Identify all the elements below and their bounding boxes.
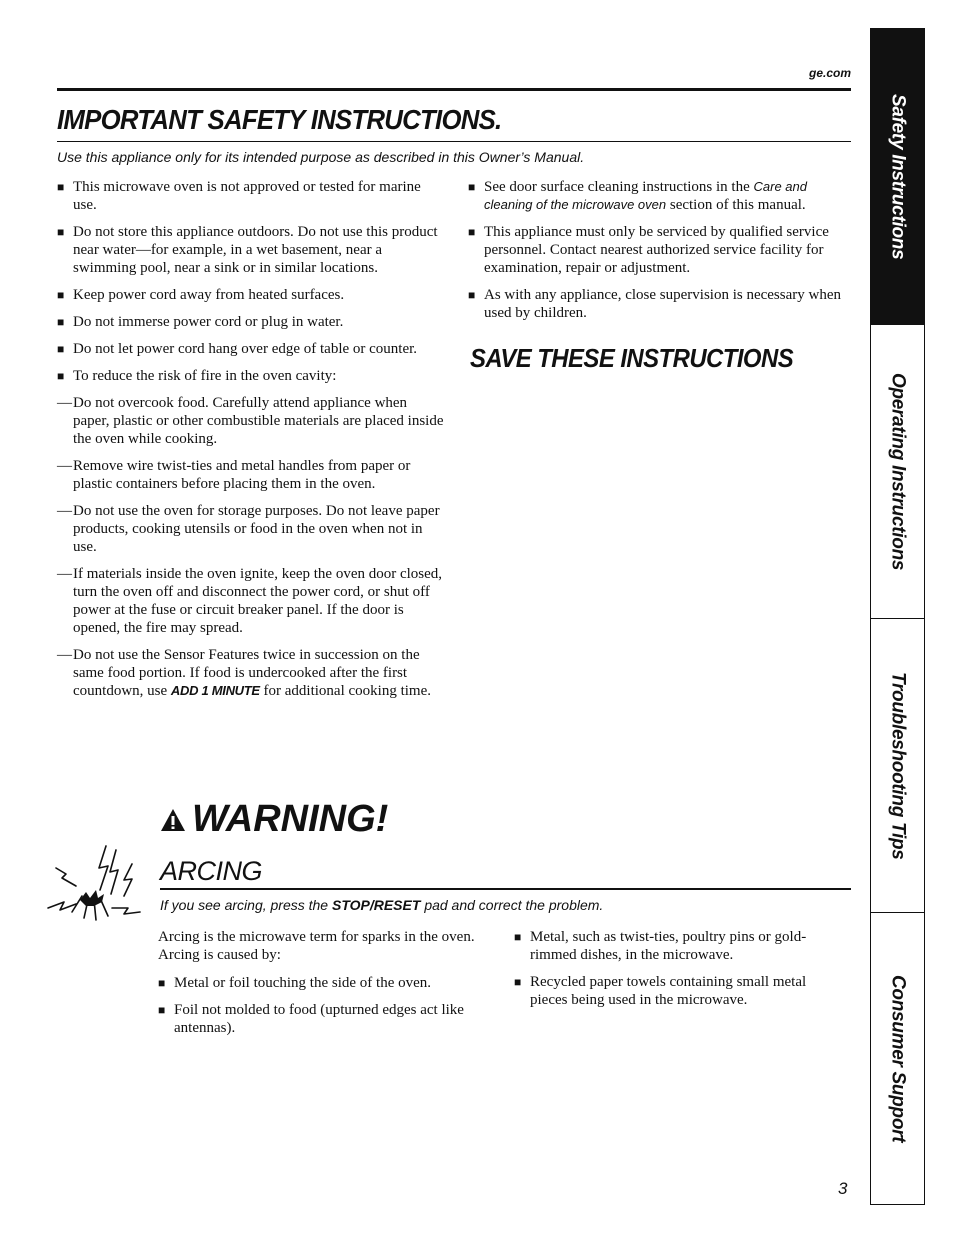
bullet-marker: ■ [57, 288, 65, 302]
intro-text: Use this appliance only for its intended purpose as described in this Owner’s Manual. [57, 149, 585, 165]
bullet-marker: ■ [468, 180, 476, 194]
arcing-rule [160, 888, 851, 890]
list-item-text: As with any appliance, close supervision is necessary when used by children. [484, 287, 841, 321]
top-rule [57, 88, 851, 91]
arcing-note-text: pad and correct the problem. [424, 897, 604, 913]
list-item-text: Metal, such as twist-ties, poultry pins or gold-rimmed dishes, in the microwave. [530, 929, 807, 963]
list-item [57, 286, 447, 304]
list-subitem-sensor [57, 646, 447, 700]
list-item [57, 313, 447, 331]
dash-marker: — [57, 566, 72, 582]
dash-marker: — [57, 395, 72, 411]
list-item-text: for additional cooking time. [263, 683, 431, 699]
bullet-marker: ■ [57, 342, 65, 356]
list-item-text: Metal or foil touching the side of the oven. [174, 975, 432, 991]
heading-rule [57, 141, 851, 142]
bullet-marker: ■ [468, 225, 476, 239]
tab-label: Consumer Support [887, 974, 909, 1143]
bullet-marker: ■ [514, 930, 522, 944]
page-number: 3 [838, 1179, 848, 1198]
list-item-text: Foil not molded to food (upturned edges act like antennas). [174, 1002, 464, 1036]
arcing-section-title: ARCING [160, 856, 263, 886]
list-subitem [57, 394, 447, 448]
bullet-marker: ■ [468, 288, 476, 302]
tab-label: Troubleshooting Tips [887, 671, 909, 860]
list-item-text: This microwave oven is not approved or tested for marine use. [73, 179, 421, 213]
tab-label: Safety Instructions [887, 93, 909, 260]
list-item-text: Recycled paper towels containing small metal pieces being used in the microwave. [530, 974, 807, 1008]
dash-marker: — [57, 458, 72, 474]
list-item [468, 178, 853, 214]
warning-heading [160, 798, 388, 841]
bullet-marker: ■ [57, 225, 65, 239]
list-item [468, 223, 853, 277]
manual-section-reference: Care and cleaning of the microwave oven [484, 179, 807, 212]
page-title: IMPORTANT SAFETY INSTRUCTIONS. [57, 104, 502, 135]
list-item [57, 367, 447, 385]
dash-marker: — [57, 503, 72, 519]
list-item-text: If materials inside the oven ignite, keep the oven door closed, turn the oven off and disconnect the power cord, or shut off power at the fuse or circuit breaker panel. If the door is opened, the fire may spread. [73, 566, 443, 636]
safety-list-left [57, 178, 447, 709]
list-subitem [57, 502, 447, 556]
list-item-text: See door surface cleaning instructions in the [484, 179, 750, 195]
arcing-note [160, 897, 603, 913]
arcing-intro: Arcing is the microwave term for sparks in the oven. Arcing is caused by: [158, 929, 475, 963]
list-item-text: Do not use the Sensor Features twice in succession on the same food portion. If food is undercooked after the first countdown, use [73, 647, 420, 699]
arcing-note-text: If you see arcing, press the [160, 897, 329, 913]
list-item [57, 223, 447, 277]
tab-label: Operating Instructions [887, 372, 909, 571]
list-item [468, 286, 853, 322]
list-item-text: This appliance must only be serviced by qualified service personnel. Contact nearest authorized service facility for examination, repair or adjustment. [484, 224, 829, 276]
add-1-minute-key-label: ADD 1 MINUTE [170, 683, 260, 698]
list-item-text: Keep power cord away from heated surfaces. [73, 287, 345, 303]
bullet-marker: ■ [57, 315, 65, 329]
list-subitem [57, 457, 447, 493]
bullet-marker: ■ [158, 976, 166, 990]
list-item [57, 178, 447, 214]
arcing-causes-left [158, 928, 503, 1046]
stop-reset-key-label: STOP/RESET [331, 897, 421, 913]
safety-list-right [468, 178, 853, 331]
list-item-text: Do not let power cord hang over edge of table or counter. [73, 341, 418, 357]
list-item [514, 928, 844, 964]
list-item-text: To reduce the risk of fire in the oven cavity: [73, 368, 337, 384]
bullet-marker: ■ [514, 975, 522, 989]
bullet-marker: ■ [158, 1003, 166, 1017]
tab-consumer-support[interactable] [871, 913, 924, 1204]
tab-troubleshooting-tips[interactable] [871, 619, 924, 913]
list-item-text: section of this manual. [669, 197, 806, 213]
tab-operating-instructions[interactable] [871, 325, 924, 619]
list-item [158, 974, 503, 992]
arcing-causes-right [514, 928, 844, 1018]
list-item-text: Do not immerse power cord or plug in water. [73, 314, 344, 330]
list-item [514, 973, 844, 1009]
bullet-marker: ■ [57, 180, 65, 194]
save-instructions-heading: SAVE THESE INSTRUCTIONS [470, 343, 794, 373]
list-item-text: Do not store this appliance outdoors. Do not use this product near water—for example, in a wet basement, near a swimming pool, near a sink or in similar locations. [73, 224, 438, 276]
tab-safety-instructions[interactable] [871, 29, 924, 325]
list-subitem [57, 565, 447, 637]
arcing-sparks-icon [44, 838, 144, 928]
dash-marker: — [57, 647, 72, 663]
list-item-text: Do not use the oven for storage purposes. Do not leave paper products, cooking utensils or food in the oven when not in use. [73, 503, 440, 555]
section-tabs-sidebar [870, 28, 925, 1205]
warning-triangle-icon [160, 808, 186, 832]
bullet-marker: ■ [57, 369, 65, 383]
site-url[interactable]: ge.com [808, 66, 851, 80]
list-item-text: Remove wire twist-ties and metal handles from paper or plastic containers before placing them in the oven. [73, 458, 411, 492]
list-item [158, 1001, 503, 1037]
warning-title-text: WARNING! [192, 798, 389, 840]
list-item [57, 340, 447, 358]
list-item-text: Do not overcook food. Carefully attend appliance when paper, plastic or other combustible materials are placed inside the oven while cooking. [73, 395, 444, 447]
